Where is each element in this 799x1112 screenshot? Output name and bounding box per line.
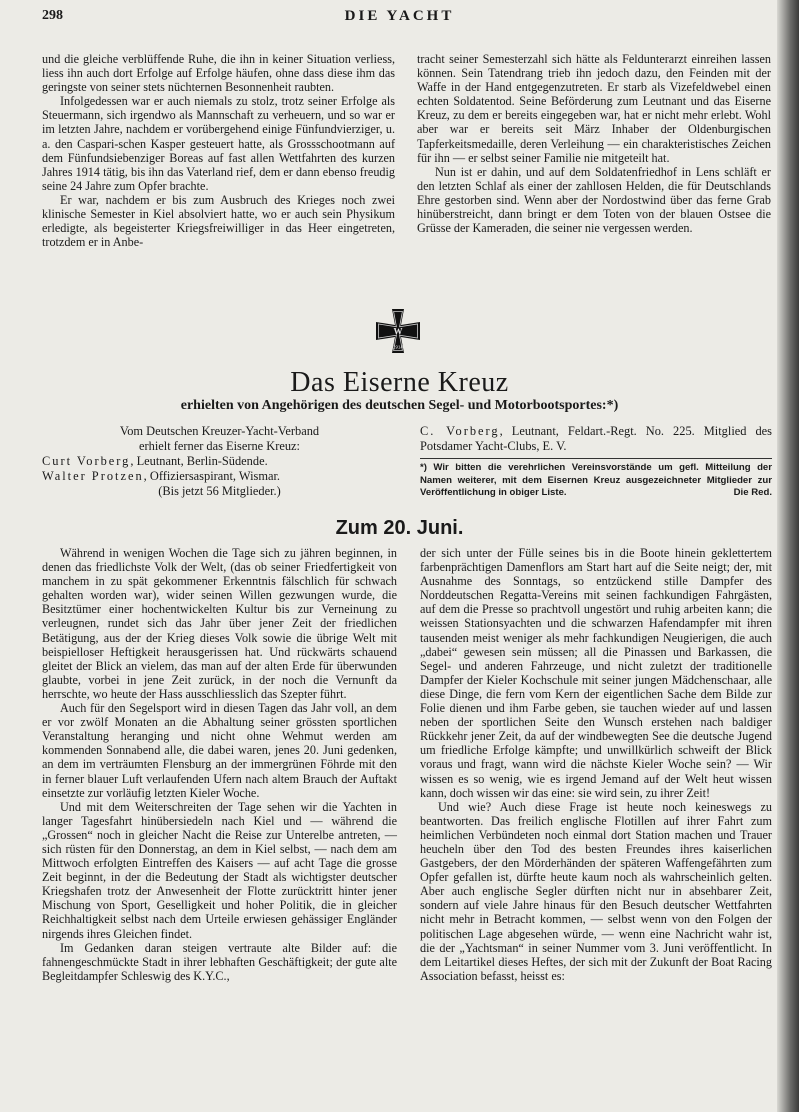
paragraph: und die gleiche verblüffende Ruhe, die ihn in keiner Situation verliess, liess ihn auch dort Erfolge auf Erfolge häufen, ohne dass diese ihm das geringste von seiner stets nüchternen Besonnenheit raubten. [42, 52, 395, 95]
recipient-entry [42, 454, 397, 469]
paragraph: Er war, nachdem er bis zum Ausbruch des Krieges noch zwei klinische Semester in Kiel absolviert hatte, wo er auch sein Physikum erledigte, als begeisterter Kriegsfreiwilliger in das Heer eingetreten, trotzdem er in Anbe- [42, 192, 395, 250]
paragraph: Im Gedanken daran steigen vertraute alte Bilder auf: die fahnengeschmückte Stadt in ihrer lebhaften Geschäftigkeit; der gute alte Begleitdampfer Schleswig des K.Y.C., [42, 940, 397, 983]
iron-cross-heading: Das Eiserne Kreuz [290, 367, 509, 398]
paragraph: Nun ist er dahin, und auf dem Soldatenfriedhof in Lens schläft er den letzten Schlaf als einer der zahllosen Helden, die für Deutschlands Ehre gestorben sind. Wenn aber der Nordostwind über das ferne Grab hinüberstreicht, dann bringt er dem Toten von der blauen Ostsee die Grüsse der Kameraden, die seiner nie vergessen werden. [417, 164, 771, 236]
kreuzer-yacht-verband-list [42, 424, 397, 499]
article2-left-column [42, 546, 397, 983]
intro-line: Vom Deutschen Kreuzer-Yacht-Verband [119, 424, 320, 438]
member-count: (Bis jetzt 56 Mitglieder.) [158, 484, 281, 498]
recipient-name: Walter Protzen [42, 469, 144, 483]
cross-initial: W [393, 326, 403, 337]
recipient-name: Curt Vorberg [42, 454, 131, 468]
paragraph: der sich unter der Fülle seines bis in die Boote hinein geklettertem farbenprächtigen Damenflors am Start hart auf die Seite neigt; der, mit Ausnahme des Sonntags, so entzückend stille Dampfer des Norddeutschen Regatta-Vereins mit seinen fachkundigen Fahrgästen, auf dem die Presse so prachtvoll ungestört und ruhig arbeiten kann; die weissen Stationsyachten und die schwarzen Hafendampfer mit ihren tausenden meist weniger als mehr fachkundigen Neugierigen, die auch „dabei“ gewesen sein müssen; all die Pinassen und Barkassen, die Segel- und anderen Fahrzeuge, und nicht zuletzt der traditionelle Dampfer der Kieler Kochschule mit seiner jungen Mädchenschaar, alle diese Dinge, die fern vom Kern der eigentlichen Sache dem Bilde zur Folie dienen und ihm Farbe geben, sie tauchen wieder auf und lassen neben der sportlichen Seite den Wunsch erstehen nach baldiger Rückkehr jener Zeit, da auf der windbewegten See die deutsche Jugend um friedliche Erfolge kämpfte; und unwillkürlich schweift der Blick voraus und fragt, wann wird die nächste Kieler Woche sein? — Wir wissen es so wenig, wie es irgend Jemand auf der Welt heut wissen kann, doch wissen wir das eine: sie wird sein, zu ihrer Zeit! [420, 546, 772, 800]
iron-cross-subheading: erhielten von Angehörigen des deutschen Segel- und Motorbootsportes:*) [180, 398, 619, 413]
running-title: DIE YACHT [344, 8, 455, 24]
recipient-detail: , Leutnant, Feldart.-Regt. No. 225. Mitglied des Potsdamer Yacht-Clubs, E. V. [420, 424, 772, 453]
paragraph: Während in wenigen Wochen die Tage sich zu jähren beginnen, in denen das friedlichste Volk der Welt, (das ob seiner Friedfertigkeit von manchem in zu spät gekommener Erkenntnis fälschlich für schwach gehalten worden war), wider seinen Willen gezwungen wurde, die Besitztümer einer hochentwickelten Kultur bis zur Verneinung zu verleugnen, rundet sich das Jahr über jener Zeit der friedlichen Betätigung, aus der der Krieg dieses Volk sowie die übrige Welt mit beispielloser Heftigkeit herausgerissen hat. Und rückwärts schauend gleitet der Blick an vielem, das man auf der alten Erde für überwunden glaubte, vorbei in jene Zeit zurück, in der noch die Vernunft da herrschte, wo heute der Hass ausschliesslich das Szepter führt. [42, 546, 397, 701]
intro-line: erhielt ferner das Eiserne Kreuz: [139, 439, 300, 453]
article2-title: Zum 20. Juni. [335, 517, 464, 539]
recipient-entry [42, 469, 397, 484]
recipient-detail: , Offiziersaspirant, Wismar. [143, 469, 281, 483]
article1-right-column [417, 52, 771, 235]
article2-right-column [420, 546, 772, 983]
paragraph: Auch für den Segelsport wird in diesen Tagen das Jahr voll, an dem er vor zwölf Monaten an die Abhaltung seiner grössten sportlichen Veranstaltung heranging und nicht ohne Wehmut werden am kommenden Sonnabend alle, die dabei waren, jenes 20. Juni gedenken, an dem im verträumten Flensburg an der immergrünen Föhrde mit den in ferner blauer Luft verlaufenden Ufern nach altem Brauch der Auftakt einsetzte zur vorläufig letzten Kieler Woche. [42, 701, 397, 800]
article1-left-column [42, 52, 395, 249]
paragraph: Und mit dem Weiterschreiten der Tage sehen wir die Yachten in langer Tagesfahrt hinübersiedeln nach Kiel und — während die „Grossen“ noch in gleicher Nacht die Reise zur Unterelbe antreten, — sich rüsten für den Donnerstag, an dem in Kiel selbst, — nach dem am Mittwoch erfolgten Eintreffen des Kaisers — auf acht Tage die grosse Zeit beginnt, in der die Bedeutung der Stadt als wichtigster deutscher Kriegshafen trotz der Anwesenheit der Flotte zurücktritt hinter jener Mischung von Sport, Geselligkeit und hoher Politik, die in gleicher Reichhaltigkeit selbst nach dem Urteile erwiesen gehässiger Engländer nirgends ihres Gleichen findet. [42, 799, 397, 941]
paragraph: Und wie? Auch diese Frage ist heute noch keineswegs zu beantworten. Das freilich englische Flotillen auf ihrer Fahrt zum heimlichen Verbündeten noch einmal dort Station machen und Trauer heucheln über den Tod des besten Freundes ihres kaiserlichen Gastgebers, der den Mörderhänden der späteren Waffengefährten zum Opfer gefallen ist, dürfte heute kaum noch als wahrscheinlich gelten. Aber auch englische Segler dürften nicht nur in absehbarer Zeit, sondern auf viele Jahre hinaus für den Besuch deutscher Wettfahrten nicht mehr in Betracht kommen, — selbst wenn von den Folgen der politischen Lage abgesehen würde, — wenn eine Nachricht wahr ist, die der „Yachtsman“ in seiner Nummer vom 3. Juni veröffentlicht. In dem Leitartikel dieses Heftes, der sich mit der Zukunft der Boat Racing Association befasst, heisst es: [420, 799, 772, 983]
footnote-signature: Die Red. [733, 487, 772, 498]
potsdamer-yacht-club-entry [420, 424, 772, 454]
recipient-name: C. Vorberg [420, 424, 500, 438]
editorial-footnote [420, 462, 772, 500]
page-edge-shadow [777, 0, 799, 1112]
page-number: 298 [42, 8, 63, 23]
paragraph: Infolgedessen war er auch niemals zu stolz, trotz seiner Erfolge als Steuermann, sich irgendwo als Mannschaft zu verheuern, und so war er im letzten Jahre, nachdem er vorübergehend einige Fünfundvierziger, u. a. den Caspari-schen Kasper gesteuert hatte, als Grossschootmann auf dem Fünfundsiebenziger Boreas auf fast allen Wettfahrten des kurzen Jahres 1914 tätig, bis ihn das Vaterland rief, dem er dann ebenso freudig seine 24 Jahre zum Opfer brachte. [42, 94, 395, 193]
footnote-text: *) Wir bitten die verehrlichen Vereinsvorstände um gefl. Mitteilung der Namen weiterer, mit dem Eisernen Kreuz ausgezeichneter Mitglieder zur Veröffentlichung in obiger Liste. [420, 462, 772, 498]
paragraph: tracht seiner Semesterzahl sich hätte als Feldunterarzt einreihen lassen können. Sein Tatendrang trieb ihn jedoch dazu, den Feinden mit der Waffe in der Hand entgegenzutreten. Er starb als Vizefeldwebel einen echten Soldatentod. Seine Beförderung zum Leutnant und das Eiserne Kreuz, zu dem er bereits eingegeben war, hat er nicht mehr erlebt. Wohl aber war er bereits seit März Inhaber der Oldenburgischen Tapferkeitsmedaille, deren Verleihung — ein charakteristisches Zeichen für ihn — er selbst seiner Familie nie mitgeteilt hat. [417, 52, 771, 165]
cross-year: 1914 [392, 344, 404, 350]
iron-cross-icon [372, 305, 424, 357]
footnote-rule [420, 458, 772, 459]
recipient-detail: , Leutnant, Berlin-Südende. [130, 454, 268, 468]
